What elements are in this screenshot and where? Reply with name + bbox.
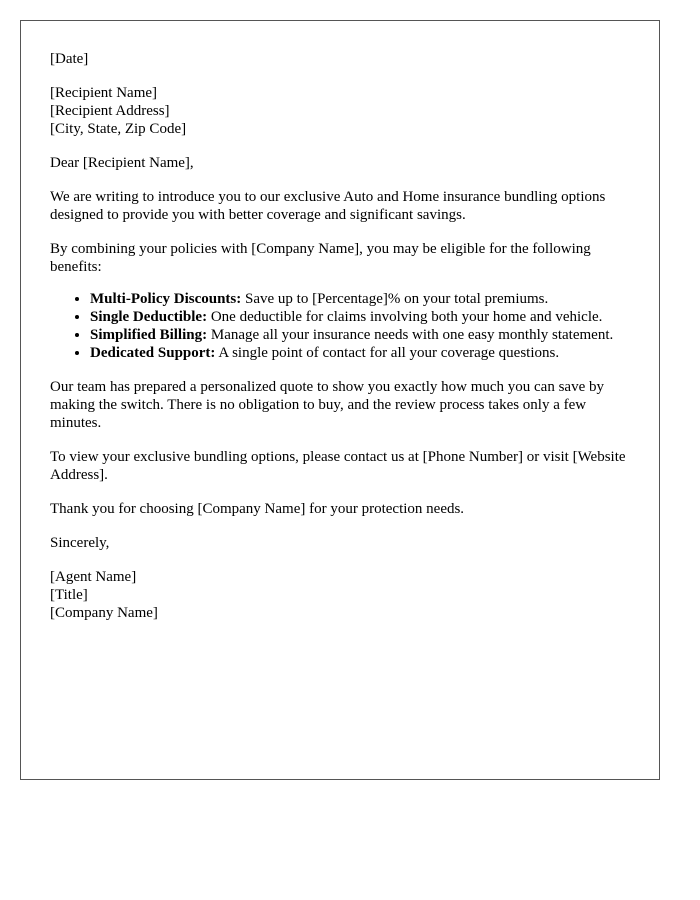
benefit-item <box>90 344 630 362</box>
recipient-address: [Recipient Address] <box>50 103 170 119</box>
intro-paragraph: We are writing to introduce you to our exclusive Auto and Home insurance bundling options designed to provide you with better coverage and significant savings. <box>50 189 606 223</box>
signature-block <box>50 568 630 622</box>
recipient-city-state-zip: [City, State, Zip Code] <box>50 121 187 137</box>
benefit-title: Single Deductible: <box>90 309 208 325</box>
benefit-item <box>90 326 630 344</box>
benefits-list <box>50 290 630 362</box>
contact-paragraph: To view your exclusive bundling options, please contact us at [Phone Number] or visit [Website Address]. <box>50 449 626 483</box>
benefit-item <box>90 308 630 326</box>
agent-title: [Title] <box>50 587 88 603</box>
salutation: Dear [Recipient Name], <box>50 155 194 171</box>
letter-date: [Date] <box>50 51 89 67</box>
benefits-lead-paragraph: By combining your policies with [Company Name], you may be eligible for the following benefits: <box>50 241 591 275</box>
agent-name: [Agent Name] <box>50 569 137 585</box>
benefit-text: A single point of contact for all your coverage questions. <box>215 345 560 361</box>
letter-page <box>20 20 660 780</box>
benefit-text: Save up to [Percentage]% on your total premiums. <box>241 291 549 307</box>
thanks-paragraph: Thank you for choosing [Company Name] for your protection needs. <box>50 501 465 517</box>
benefit-text: One deductible for claims involving both your home and vehicle. <box>207 309 603 325</box>
benefit-title: Simplified Billing: <box>90 327 208 343</box>
benefit-item <box>90 290 630 308</box>
closing: Sincerely, <box>50 535 110 551</box>
quote-paragraph: Our team has prepared a personalized quote to show you exactly how much you can save by making the switch. There is no obligation to buy, and the review process takes only a few minutes. <box>50 379 604 431</box>
benefit-text: Manage all your insurance needs with one easy monthly statement. <box>207 327 614 343</box>
recipient-block <box>50 84 630 138</box>
benefit-title: Dedicated Support: <box>90 345 216 361</box>
recipient-name: [Recipient Name] <box>50 85 158 101</box>
agent-company: [Company Name] <box>50 605 158 621</box>
benefit-title: Multi-Policy Discounts: <box>90 291 242 307</box>
